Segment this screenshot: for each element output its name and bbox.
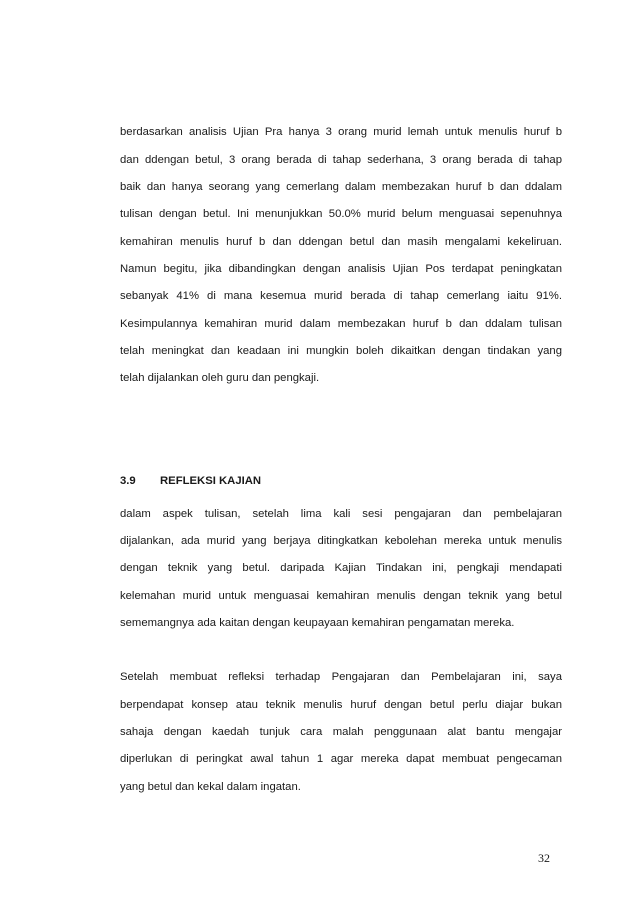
text-line: dijalankan, ada murid yang berjaya ditingkatkan kebolehan mereka untuk menulis [120, 535, 562, 547]
text-line: berdasarkan analisis Ujian Pra hanya 3 orang murid lemah untuk menulis huruf b [120, 126, 562, 138]
text-line: dan ddengan betul, 3 orang berada di tahap sederhana, 3 orang berada di tahap [120, 154, 562, 166]
text-line: Kesimpulannya kemahiran murid dalam membezakan huruf b dan ddalam tulisan [120, 318, 562, 330]
text-line: telah meningkat dan keadaan ini mungkin boleh dikaitkan dengan tindakan yang [120, 345, 562, 357]
text-line: diperlukan di peringkat awal tahun 1 agar mereka dapat membuat pengecaman [120, 753, 562, 765]
text-line: dengan teknik yang betul. daripada Kajian Tindakan ini, pengkaji mendapati [120, 562, 562, 574]
text-line: Setelah membuat refleksi terhadap Pengajaran dan Pembelajaran ini, saya [120, 671, 562, 683]
section-number: 3.9 [120, 475, 136, 487]
text-line: sahaja dengan kaedah tunjuk cara malah penggunaan alat bantu mengajar [120, 726, 562, 738]
text-line: Namun begitu, jika dibandingkan dengan analisis Ujian Pos terdapat peningkatan [120, 263, 562, 275]
text-line: sebanyak 41% di mana kesemua murid berada di tahap cemerlang iaitu 91%. [120, 290, 562, 302]
text-line: kemahiran menulis huruf b dan ddengan betul dan masih mengalami kekeliruan. [120, 236, 562, 248]
text-line: sememangnya ada kaitan dengan keupayaan kemahiran pengamatan mereka. [120, 617, 515, 629]
section-heading [120, 474, 261, 488]
page-number: 32 [538, 851, 550, 865]
text-line: kelemahan murid untuk menguasai kemahiran menulis dengan teknik yang betul [120, 590, 562, 602]
text-line: dalam aspek tulisan, setelah lima kali sesi pengajaran dan pembelajaran [120, 508, 562, 520]
section-title: REFLEKSI KAJIAN [160, 475, 262, 487]
text-line: yang betul dan kekal dalam ingatan. [120, 781, 301, 793]
text-line: telah dijalankan oleh guru dan pengkaji. [120, 372, 320, 384]
text-line: berpendapat konsep atau teknik menulis huruf dengan betul perlu diajar bukan [120, 699, 562, 711]
text-line: baik dan hanya seorang yang cemerlang dalam membezakan huruf b dan ddalam [120, 181, 562, 193]
text-line: tulisan dengan betul. Ini menunjukkan 50.0% murid belum menguasai sepenuhnya [120, 208, 562, 220]
